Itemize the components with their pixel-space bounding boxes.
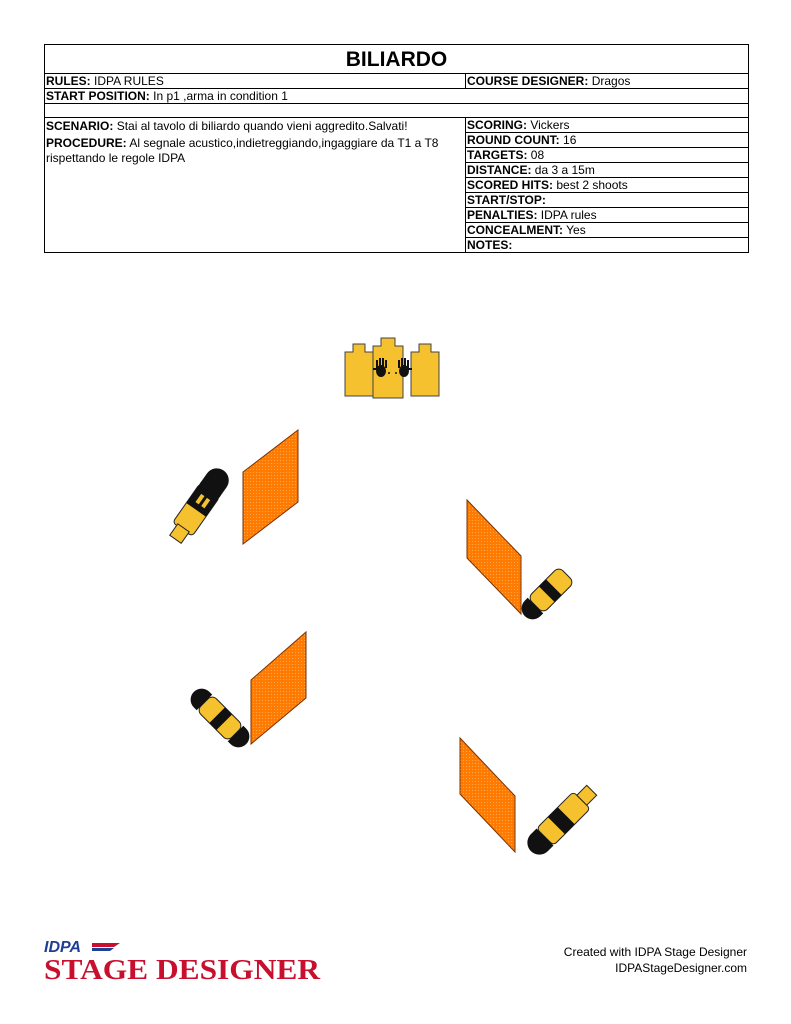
title-row — [45, 45, 748, 74]
logo-idpa-text: IDPA — [44, 939, 82, 956]
procedure-text: PROCEDURE: Al segnale acustico,indietreggiando,ingaggiare da T1 a T8 rispettando le regole IDPA — [46, 136, 439, 165]
scenario-text: SCENARIO: Stai al tavolo di biliardo quando vieni aggredito.Salvati! — [46, 119, 408, 133]
credit-text — [564, 944, 747, 976]
concealment-field: CONCEALMENT: Yes — [466, 223, 748, 238]
stage-info-sheet — [44, 44, 749, 253]
target-threat-3 — [186, 684, 254, 752]
start-position-targets — [345, 338, 439, 398]
credit-line-1: Created with IDPA Stage Designer — [563, 945, 747, 959]
idpa-stage-designer-logo — [44, 935, 324, 983]
logo-stage-designer-text: STAGE DESIGNER — [44, 955, 321, 983]
course-designer-label: COURSE DESIGNER: — [467, 74, 589, 88]
start-position-label: START POSITION: — [46, 89, 150, 103]
distance-field: DISTANCE: da 3 a 15m — [466, 163, 748, 178]
left-hand-icon — [373, 358, 387, 377]
barrier-wall — [460, 738, 515, 852]
penalties-field: PENALTIES: IDPA rules — [466, 208, 748, 223]
round-count-field: ROUND COUNT: 16 — [466, 133, 748, 148]
credit-line-2: IDPAStageDesigner.com — [615, 961, 747, 975]
barrier-wall — [251, 632, 306, 744]
rules-label: RULES: — [46, 74, 91, 88]
spacer-row — [45, 104, 748, 118]
course-designer-value: Dragos — [591, 74, 631, 88]
barrier-wall — [243, 430, 298, 544]
target-threat-2 — [517, 567, 574, 624]
start-stop-field: START/STOP: — [466, 193, 748, 208]
start-position-value: In p1 ,arma in condition 1 — [153, 89, 288, 103]
scored-hits-field: SCORED HITS: best 2 shoots — [466, 178, 748, 193]
notes-field: NOTES: — [467, 238, 513, 252]
rules-row — [45, 74, 748, 89]
target-threat-1 — [166, 464, 234, 547]
rules-value: IDPA RULES — [94, 74, 164, 88]
barrier-wall — [467, 500, 521, 614]
right-hand-icon — [398, 358, 412, 377]
details-row — [45, 118, 748, 252]
start-position-row — [45, 89, 748, 104]
scoring-field: SCORING: Vickers — [466, 118, 748, 133]
targets-field: TARGETS: 08 — [466, 148, 748, 163]
target-threat-4 — [522, 782, 600, 860]
stage-title: BILIARDO — [345, 48, 448, 71]
